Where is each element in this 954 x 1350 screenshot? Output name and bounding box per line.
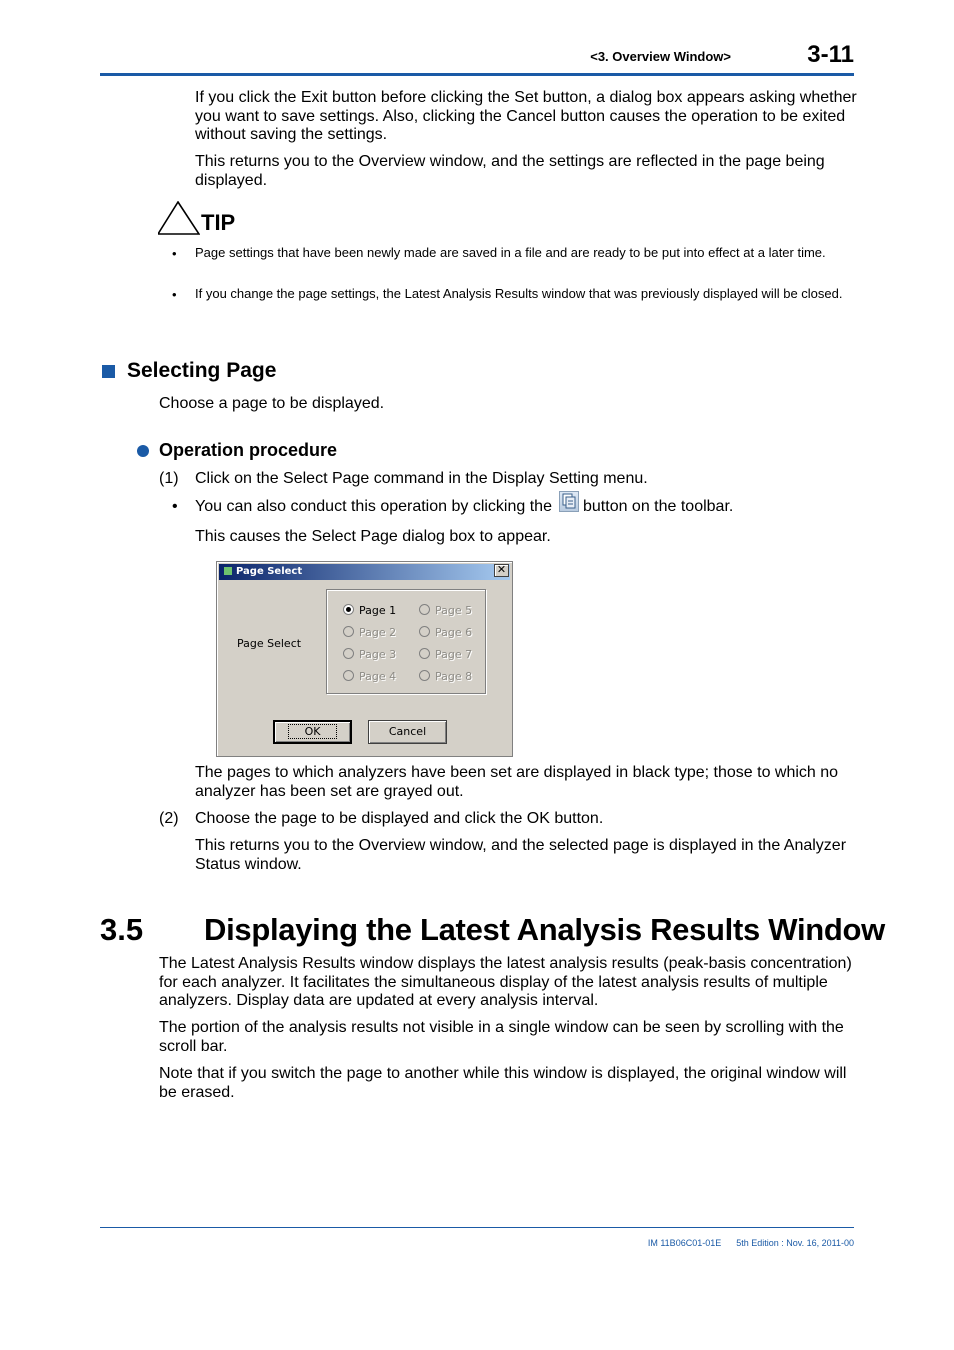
after-dialog-text: The pages to which analyzers have been set are displayed in black type; those to which no analyzer has been set are grayed out.	[195, 764, 839, 800]
radio-page-6[interactable]	[419, 626, 472, 639]
tip-item-1: Page settings that have been newly made are saved in a file and are ready to be put into effect at a later time.	[195, 245, 826, 260]
radio-label: Page 1	[359, 604, 397, 617]
intro-paragraph-2: This returns you to the Overview window, and the settings are reflected in the page being displayed.	[195, 153, 825, 189]
select-page-toolbar-icon	[559, 491, 579, 512]
tip-label: TIP	[201, 210, 236, 235]
section-paragraph-3: Note that if you switch the page to another while this window is displayed, the original window will be erased.	[159, 1065, 847, 1101]
section-paragraph-1: The Latest Analysis Results window displays the latest analysis results (peak-basis concentration) for each analyzer. It facilitates the simultaneous display of the latest analysis results of multiple analyzers. Display data are updated at every analysis interval.	[159, 955, 852, 1009]
radio-label: Page 5	[435, 604, 473, 617]
section-number: 3.5	[100, 912, 144, 947]
bullet-text-after: button on the toolbar.	[583, 498, 734, 515]
radio-icon	[419, 626, 430, 637]
footer-edition: 5th Edition : Nov. 16, 2011-00	[736, 1238, 854, 1248]
step-2-text: Choose the page to be displayed and click the OK button.	[195, 810, 604, 827]
footer-rule	[100, 1227, 854, 1228]
radio-label: Page 8	[435, 670, 473, 683]
step-2-number: (2)	[159, 810, 179, 827]
page-select-dialog	[216, 561, 513, 757]
step-1-result: This causes the Select Page dialog box to appear.	[195, 528, 551, 545]
dialog-app-icon	[224, 567, 232, 575]
radio-label: Page 7	[435, 648, 473, 661]
radio-icon	[419, 648, 430, 659]
radio-icon	[419, 670, 430, 681]
radio-label: Page 2	[359, 626, 397, 639]
close-button[interactable]: ✕	[494, 564, 509, 577]
radio-page-5[interactable]	[419, 604, 472, 617]
radio-page-4[interactable]	[343, 670, 396, 683]
radio-page-2[interactable]	[343, 626, 396, 639]
radio-page-1[interactable]	[343, 604, 396, 617]
step-bullet: •	[172, 498, 178, 515]
chapter-header: <3. Overview Window>	[590, 49, 731, 64]
tip-bullet: •	[172, 246, 177, 261]
tip-bullet: •	[172, 287, 177, 302]
radio-icon	[343, 670, 354, 681]
radio-page-8[interactable]	[419, 670, 472, 683]
page-radio-group	[326, 589, 486, 694]
dialog-title: Page Select	[236, 566, 303, 577]
radio-selected-icon	[343, 604, 354, 615]
radio-page-3[interactable]	[343, 648, 396, 661]
heading-bullet-icon	[137, 445, 149, 457]
ok-button-label: OK	[288, 724, 338, 739]
page-number: 3-11	[807, 41, 854, 68]
heading-square-icon	[102, 365, 115, 378]
radio-icon	[343, 626, 354, 637]
step-2-result: This returns you to the Overview window, and the selected page is displayed in the Analyzer Status window.	[195, 837, 847, 873]
section-title: Displaying the Latest Analysis Results Window	[204, 912, 885, 947]
radio-label: Page 4	[359, 670, 397, 683]
procedure-heading: Operation procedure	[159, 440, 338, 460]
dialog-titlebar[interactable]	[219, 564, 510, 580]
radio-label: Page 3	[359, 648, 397, 661]
selecting-page-intro: Choose a page to be displayed.	[159, 395, 385, 412]
header-rule	[100, 73, 854, 76]
radio-icon	[419, 604, 430, 615]
radio-icon	[343, 648, 354, 659]
tip-item-2: If you change the page settings, the Latest Analysis Results window that was previously displayed will be closed.	[195, 286, 843, 301]
footer-text	[520, 1238, 854, 1248]
footer-doc-id: IM 11B06C01-01E	[647, 1238, 722, 1248]
step-1-number: (1)	[159, 470, 179, 487]
section-paragraph-2: The portion of the analysis results not visible in a single window can be seen by scrolling with the scroll bar.	[159, 1019, 844, 1055]
radio-label: Page 6	[435, 626, 473, 639]
cancel-button[interactable]: Cancel	[368, 720, 447, 744]
intro-paragraph-1: If you click the Exit button before clicking the Set button, a dialog box appears asking whether you want to save settings. Also, clicking the Cancel button causes the operation to be exited without saving the settings.	[195, 89, 857, 143]
dialog-label: Page Select	[237, 637, 302, 650]
tip-triangle-icon	[158, 201, 200, 235]
section-heading-selecting-page: Selecting Page	[127, 359, 277, 382]
ok-button[interactable]	[273, 720, 352, 744]
bullet-text-before: You can also conduct this operation by clicking the	[195, 498, 552, 515]
step-1-text: Click on the Select Page command in the Display Setting menu.	[195, 470, 648, 487]
radio-page-7[interactable]	[419, 648, 472, 661]
